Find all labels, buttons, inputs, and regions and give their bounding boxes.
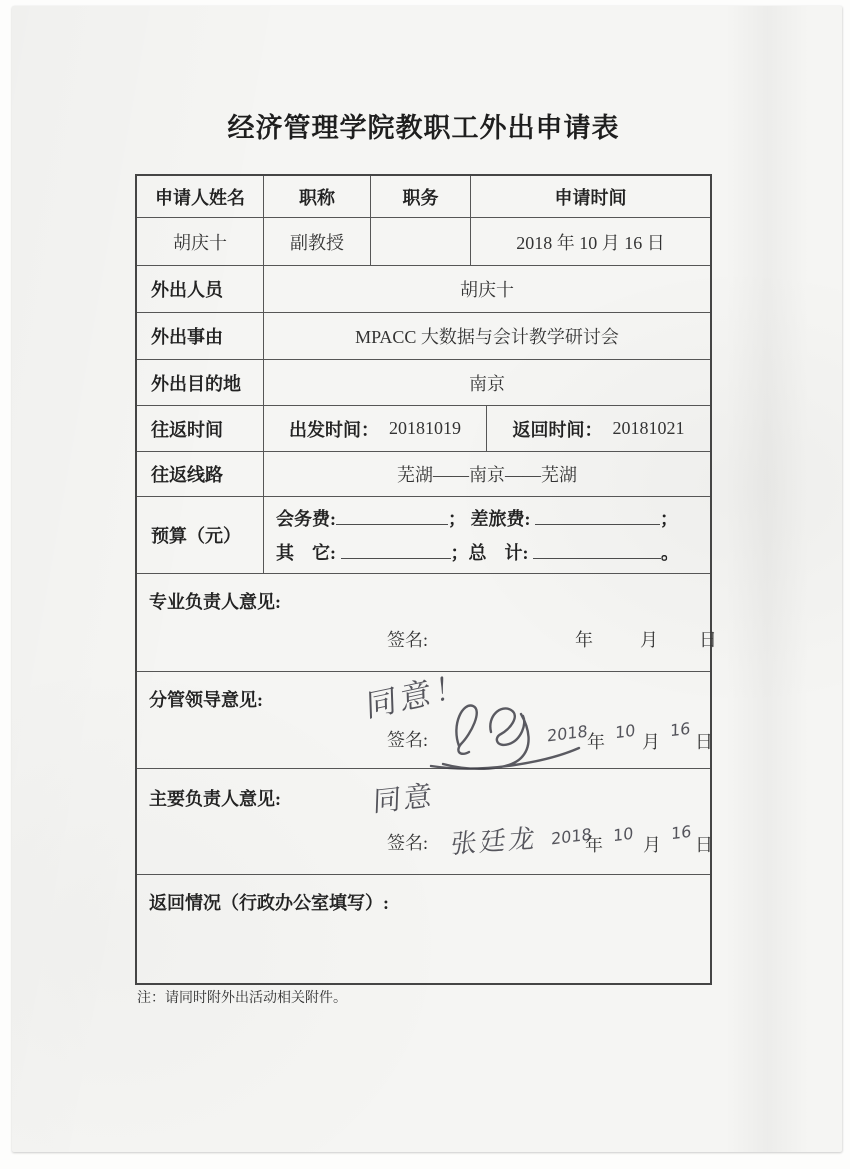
return-time-value: 20181021	[612, 418, 685, 438]
supervisor-opinion-label: 专业负责人意见:	[149, 592, 281, 612]
principal-year-label: 年	[585, 835, 603, 855]
principal-handwritten-signature: 张廷龙	[449, 823, 540, 861]
leader-opinion-row	[137, 666, 713, 768]
reason-row	[137, 312, 710, 359]
application-form-table	[135, 174, 717, 985]
budget-separator: ；	[450, 543, 469, 563]
reason-value: MPACC 大数据与会计教学研讨会	[263, 313, 710, 359]
travel-fee-label: 差旅费:	[470, 509, 531, 529]
leader-month-label: 月	[642, 732, 660, 752]
route-value: 芜湖——南京——芜湖	[263, 452, 710, 496]
depart-time-label: 出发时间：	[289, 419, 379, 440]
principal-month-label: 月	[643, 835, 661, 855]
principal-sign-label: 签名:	[387, 833, 429, 853]
depart-time-cell	[263, 406, 486, 451]
principal-handwritten-approval: 同意	[372, 778, 436, 819]
principal-handwritten-month: 10	[612, 823, 634, 846]
leader-sign-label: 签名:	[387, 730, 429, 750]
leader-handwritten-year: 2018	[546, 721, 588, 746]
reason-label: 外出事由	[151, 327, 223, 347]
budget-end-mark: 。	[661, 543, 679, 563]
supervisor-day-label: 日	[699, 630, 717, 650]
return-status-label: 返回情况（行政办公室填写）:	[149, 893, 389, 913]
header-job-title: 职称	[263, 176, 370, 217]
budget-separator: ；	[448, 509, 466, 529]
route-label: 往返线路	[151, 465, 223, 485]
applicant-name-value: 胡庆十	[173, 232, 227, 253]
budget-line-1	[276, 502, 678, 536]
personnel-value: 胡庆十	[263, 266, 710, 312]
travel-fee-blank	[535, 509, 660, 525]
other-fee-label: 其 它:	[276, 543, 336, 563]
principal-handwritten-year: 2018	[550, 824, 592, 849]
schedule-label: 往返时间	[151, 419, 223, 440]
schedule-row	[137, 405, 710, 451]
applicant-apply-time-value: 2018 年 10 月 16 日	[470, 218, 710, 265]
principal-opinion-cell	[137, 769, 713, 874]
conference-fee-blank	[336, 509, 448, 525]
supervisor-sign-label: 签名:	[387, 630, 429, 650]
applicant-row	[137, 217, 710, 265]
principal-opinion-row	[137, 768, 713, 874]
header-applicant-name: 申请人姓名	[155, 187, 245, 208]
destination-value: 南京	[263, 360, 710, 405]
destination-row	[137, 359, 710, 405]
header-apply-time: 申请时间	[470, 176, 710, 217]
applicant-job-title-value: 副教授	[263, 218, 370, 265]
leader-handwritten-approval: 同意！	[365, 666, 470, 726]
personnel-label: 外出人员	[151, 280, 223, 300]
budget-row	[137, 496, 710, 573]
return-status-row	[137, 874, 710, 983]
paper-sheet	[12, 6, 842, 1152]
leader-year-label: 年	[587, 732, 605, 752]
leader-handwritten-day: 16	[669, 718, 691, 741]
form-title: 经济管理学院教职工外出申请表	[227, 113, 620, 143]
budget-detail-cell	[263, 497, 710, 573]
footnote: 注：请同时附外出活动相关附件。	[137, 991, 347, 1006]
personnel-row	[137, 265, 710, 312]
leader-opinion-cell	[137, 666, 713, 768]
principal-handwritten-day: 16	[670, 821, 692, 844]
return-time-cell	[486, 406, 710, 451]
route-row	[137, 451, 710, 496]
depart-time-value: 20181019	[389, 418, 461, 438]
total-label: 总 计:	[468, 543, 529, 563]
applicant-duty-value	[370, 218, 470, 265]
return-status-cell	[137, 875, 710, 983]
supervisor-opinion-row	[137, 573, 717, 671]
leader-day-label: 日	[695, 732, 713, 752]
total-blank	[533, 543, 661, 559]
supervisor-year-label: 年	[575, 630, 593, 650]
principal-opinion-label: 主要负责人意见:	[149, 789, 281, 809]
supervisor-month-label: 月	[640, 630, 658, 650]
other-fee-blank	[341, 543, 451, 559]
destination-label: 外出目的地	[151, 373, 241, 394]
principal-day-label: 日	[695, 835, 713, 855]
leader-opinion-label: 分管领导意见:	[149, 690, 263, 710]
budget-line-2	[276, 536, 679, 570]
header-row	[137, 176, 710, 217]
budget-separator: ；	[660, 509, 678, 529]
supervisor-opinion-cell	[137, 574, 717, 671]
header-duty: 职务	[370, 176, 470, 217]
conference-fee-label: 会务费:	[276, 509, 336, 529]
budget-label: 预算（元）	[151, 526, 241, 546]
return-time-label: 返回时间：	[512, 419, 603, 440]
leader-handwritten-month: 10	[614, 720, 636, 743]
